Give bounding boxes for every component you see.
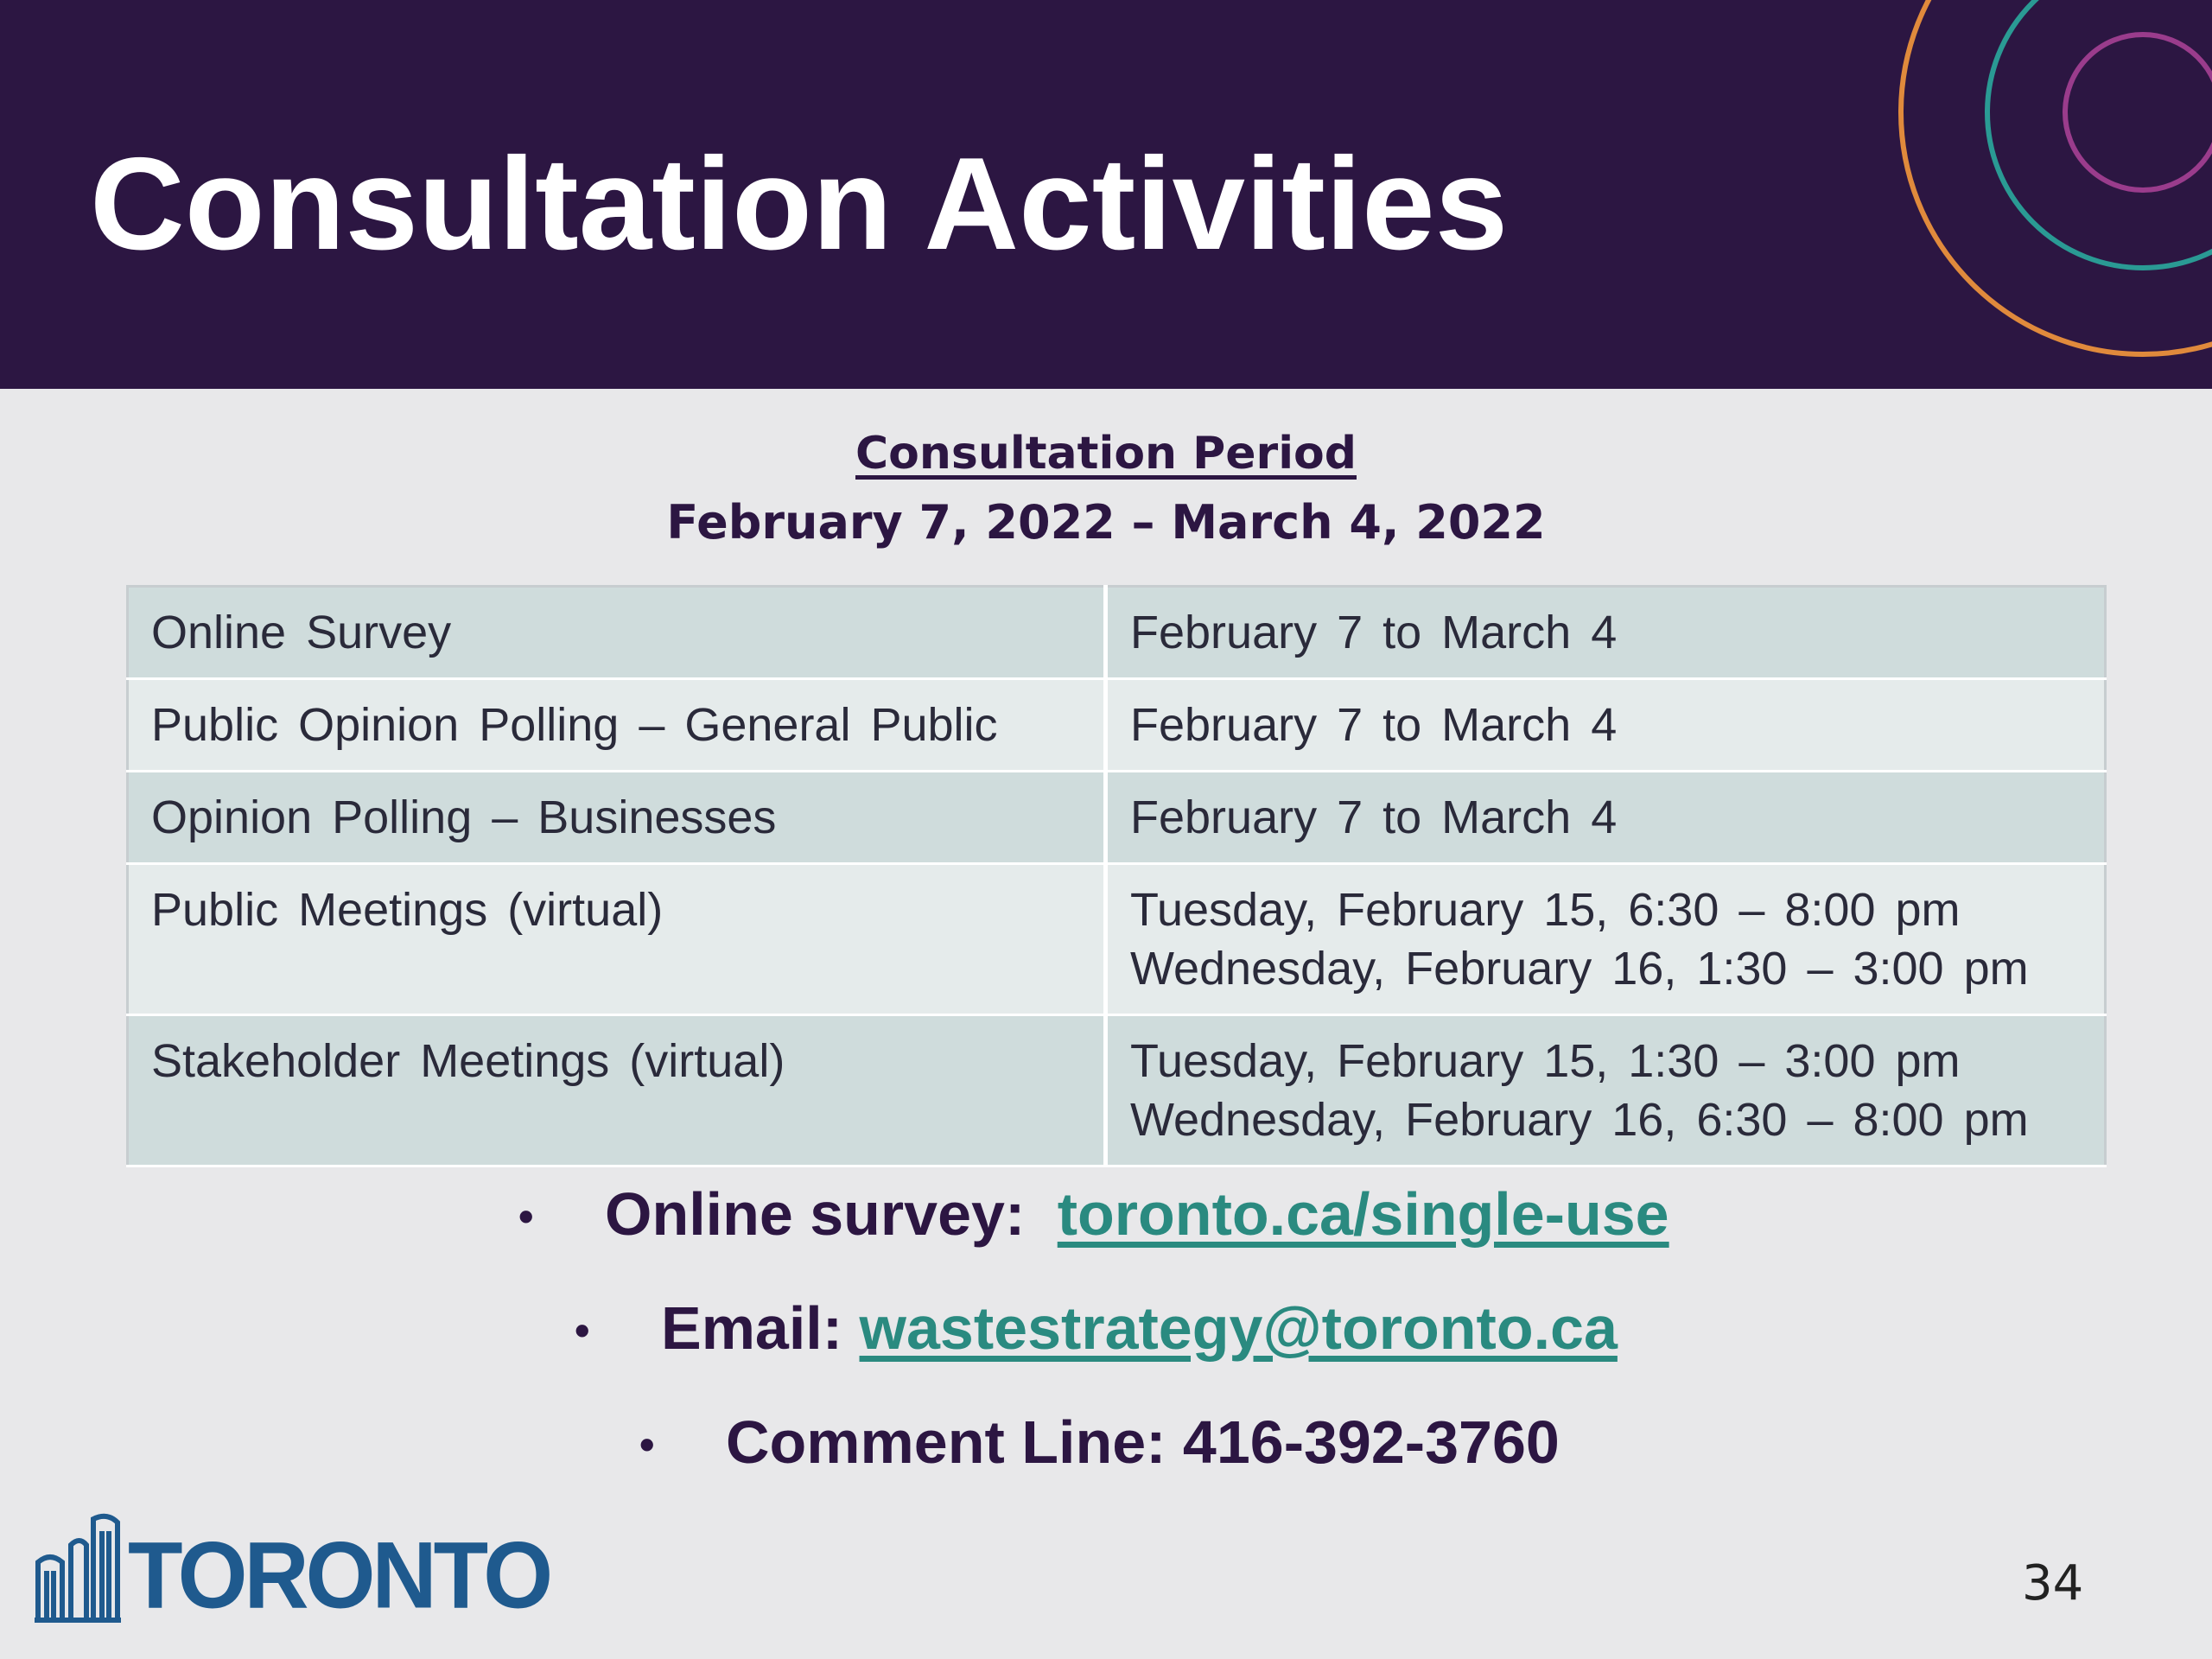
list-item [518, 1179, 1669, 1249]
table-row [128, 772, 2106, 864]
date-line: Wednesday, February 16, 1:30 – 3:00 pm [1130, 943, 2029, 995]
slide-title: Consultation Activities [90, 130, 1509, 277]
list-item [575, 1294, 1618, 1363]
dates-cell [1106, 1015, 2106, 1166]
page-number: 34 [2022, 1555, 2084, 1611]
date-line: February 7 to March 4 [1130, 791, 1618, 843]
activity-cell: Online Survey [128, 587, 1106, 679]
table-row [128, 1015, 2106, 1166]
survey-label: Online survey: [605, 1180, 1026, 1248]
bullet-icon: • [575, 1306, 590, 1355]
table-row [128, 679, 2106, 772]
date-line: Tuesday, February 15, 1:30 – 3:00 pm [1130, 1035, 1961, 1087]
list-item [639, 1408, 1560, 1477]
dates-cell [1106, 587, 2106, 679]
date-line: Tuesday, February 15, 6:30 – 8:00 pm [1130, 884, 1961, 936]
survey-link[interactable]: toronto.ca/single-use [1057, 1180, 1669, 1248]
dates-cell [1106, 772, 2106, 864]
date-line: February 7 to March 4 [1130, 699, 1618, 751]
email-link[interactable]: wastestrategy@toronto.ca [859, 1294, 1618, 1362]
activity-cell: Public Opinion Polling – General Public [128, 679, 1106, 772]
activity-cell: Public Meetings (virtual) [128, 864, 1106, 1015]
bullet-icon: • [518, 1192, 534, 1241]
schedule-table [126, 585, 2107, 1167]
table-row [128, 587, 2106, 679]
city-hall-towers-icon [33, 1510, 123, 1623]
date-line: Wednesday, February 16, 6:30 – 8:00 pm [1130, 1094, 2029, 1146]
bullet-icon: • [639, 1421, 655, 1469]
activity-cell: Opinion Polling – Businesses [128, 772, 1106, 864]
dates-cell [1106, 864, 2106, 1015]
date-line: February 7 to March 4 [1130, 607, 1618, 658]
toronto-logo: TORONTO [128, 1523, 550, 1629]
comment-line: Comment Line: 416-392-3760 [726, 1408, 1560, 1476]
header-banner [0, 0, 2212, 389]
table-row [128, 864, 2106, 1015]
consultation-period-heading: Consultation Period [855, 428, 1357, 480]
consultation-period-dates: February 7, 2022 – March 4, 2022 [666, 495, 1546, 550]
email-label: Email: [661, 1294, 843, 1362]
dates-cell [1106, 679, 2106, 772]
activity-cell: Stakeholder Meetings (virtual) [128, 1015, 1106, 1166]
